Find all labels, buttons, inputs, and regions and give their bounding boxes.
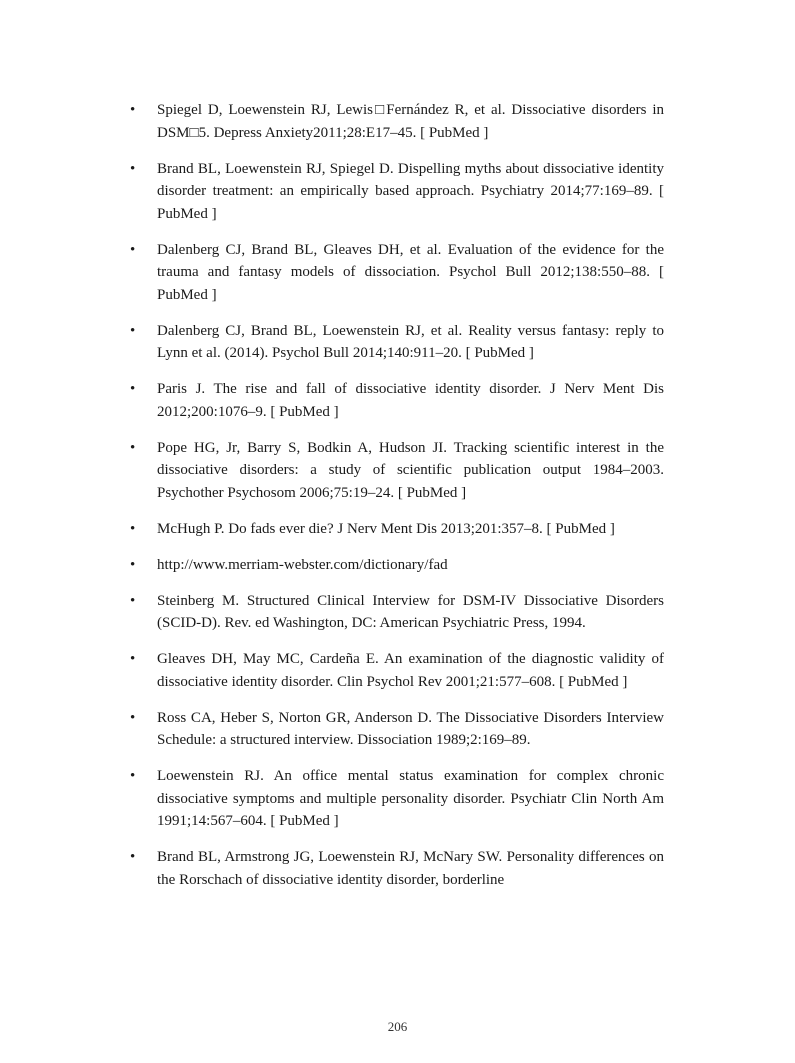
reference-item xyxy=(130,648,664,693)
reference-item xyxy=(130,437,664,505)
bullet-icon: • xyxy=(130,520,136,537)
reference-text: Brand BL, Loewenstein RJ, Spiegel D. Dispelling myths about dissociative identity disorder treatment: an empirically based approach. Psychiatry 2014;77:169–89. [ PubMed ] xyxy=(157,160,664,222)
reference-text: Dalenberg CJ, Brand BL, Gleaves DH, et al. Evaluation of the evidence for the trauma and fantasy models of dissociation. Psychol Bull 2012;138:550–88. [ PubMed ] xyxy=(157,241,664,303)
bullet-icon: • xyxy=(130,849,136,865)
reference-text: Steinberg M. Structured Clinical Interview for DSM-IV Dissociative Disorders (SCID-D). Rev. ed Washington, DC: American Psychiatric Press, 1994. xyxy=(157,592,664,631)
reference-item xyxy=(130,239,664,307)
reference-item xyxy=(130,378,664,423)
bullet-icon: • xyxy=(130,556,136,573)
bullet-icon: • xyxy=(130,651,136,667)
reference-item xyxy=(130,707,664,752)
bullet-icon: • xyxy=(130,160,136,177)
reference-text: Pope HG, Jr, Barry S, Bodkin A, Hudson JI. Tracking scientific interest in the dissociative disorders: a study of scientific publication output 1984–2003. Psychother Psychosom 2006;75:19–24. [ PubMed ] xyxy=(157,439,664,501)
reference-item xyxy=(130,158,664,226)
reference-text: Ross CA, Heber S, Norton GR, Anderson D. The Dissociative Disorders Interview Schedule: a structured interview. Dissociation 1989;2:169–89. xyxy=(157,709,664,748)
reference-item xyxy=(130,554,664,577)
reference-text: Dalenberg CJ, Brand BL, Loewenstein RJ, et al. Reality versus fantasy: reply to Lynn et al. (2014). Psychol Bull 2014;140:911–20. [ PubMed ] xyxy=(157,322,664,361)
reference-item xyxy=(130,846,664,891)
reference-text: Brand BL, Armstrong JG, Loewenstein RJ, McNary SW. Personality differences on the Rorschach of dissociative identity disorder, borderline xyxy=(157,849,664,888)
bullet-icon: • xyxy=(130,768,136,784)
reference-text: Loewenstein RJ. An office mental status examination for complex chronic dissociative symptoms and multiple personality disorder. Psychiatr Clin North Am 1991;14:567–604. [ PubMed ] xyxy=(157,768,664,829)
reference-item xyxy=(130,590,664,635)
reference-item xyxy=(130,320,664,365)
bullet-icon: • xyxy=(130,592,136,609)
reference-list xyxy=(130,99,664,905)
bullet-icon: • xyxy=(130,381,136,397)
reference-text: Gleaves DH, May MC, Cardeña E. An examination of the diagnostic validity of dissociative identity disorder. Clin Psychol Rev 2001;21:577–608. [ PubMed ] xyxy=(157,651,664,690)
page-number: 206 xyxy=(387,1019,408,1034)
reference-text: Paris J. The rise and fall of dissociative identity disorder. J Nerv Ment Dis 2012;200:1076–9. [ PubMed ] xyxy=(157,381,664,420)
reference-item xyxy=(130,518,664,541)
bullet-icon: • xyxy=(130,439,136,456)
reference-text: Spiegel D, Loewenstein RJ, Lewis□Fernández R, et al. Dissociative disorders in DSM□5. Depress Anxiety2011;28:E17–45. [ PubMed ] xyxy=(157,102,664,141)
reference-item xyxy=(130,765,664,833)
reference-item xyxy=(130,99,664,144)
bullet-icon: • xyxy=(130,709,136,726)
bullet-icon: • xyxy=(130,241,136,258)
reference-link[interactable]: http://www.merriam-webster.com/dictionary/fad xyxy=(157,556,448,573)
bullet-icon: • xyxy=(130,322,136,339)
bullet-icon: • xyxy=(130,102,136,118)
reference-text: McHugh P. Do fads ever die? J Nerv Ment Dis 2013;201:357–8. [ PubMed ] xyxy=(157,520,615,537)
